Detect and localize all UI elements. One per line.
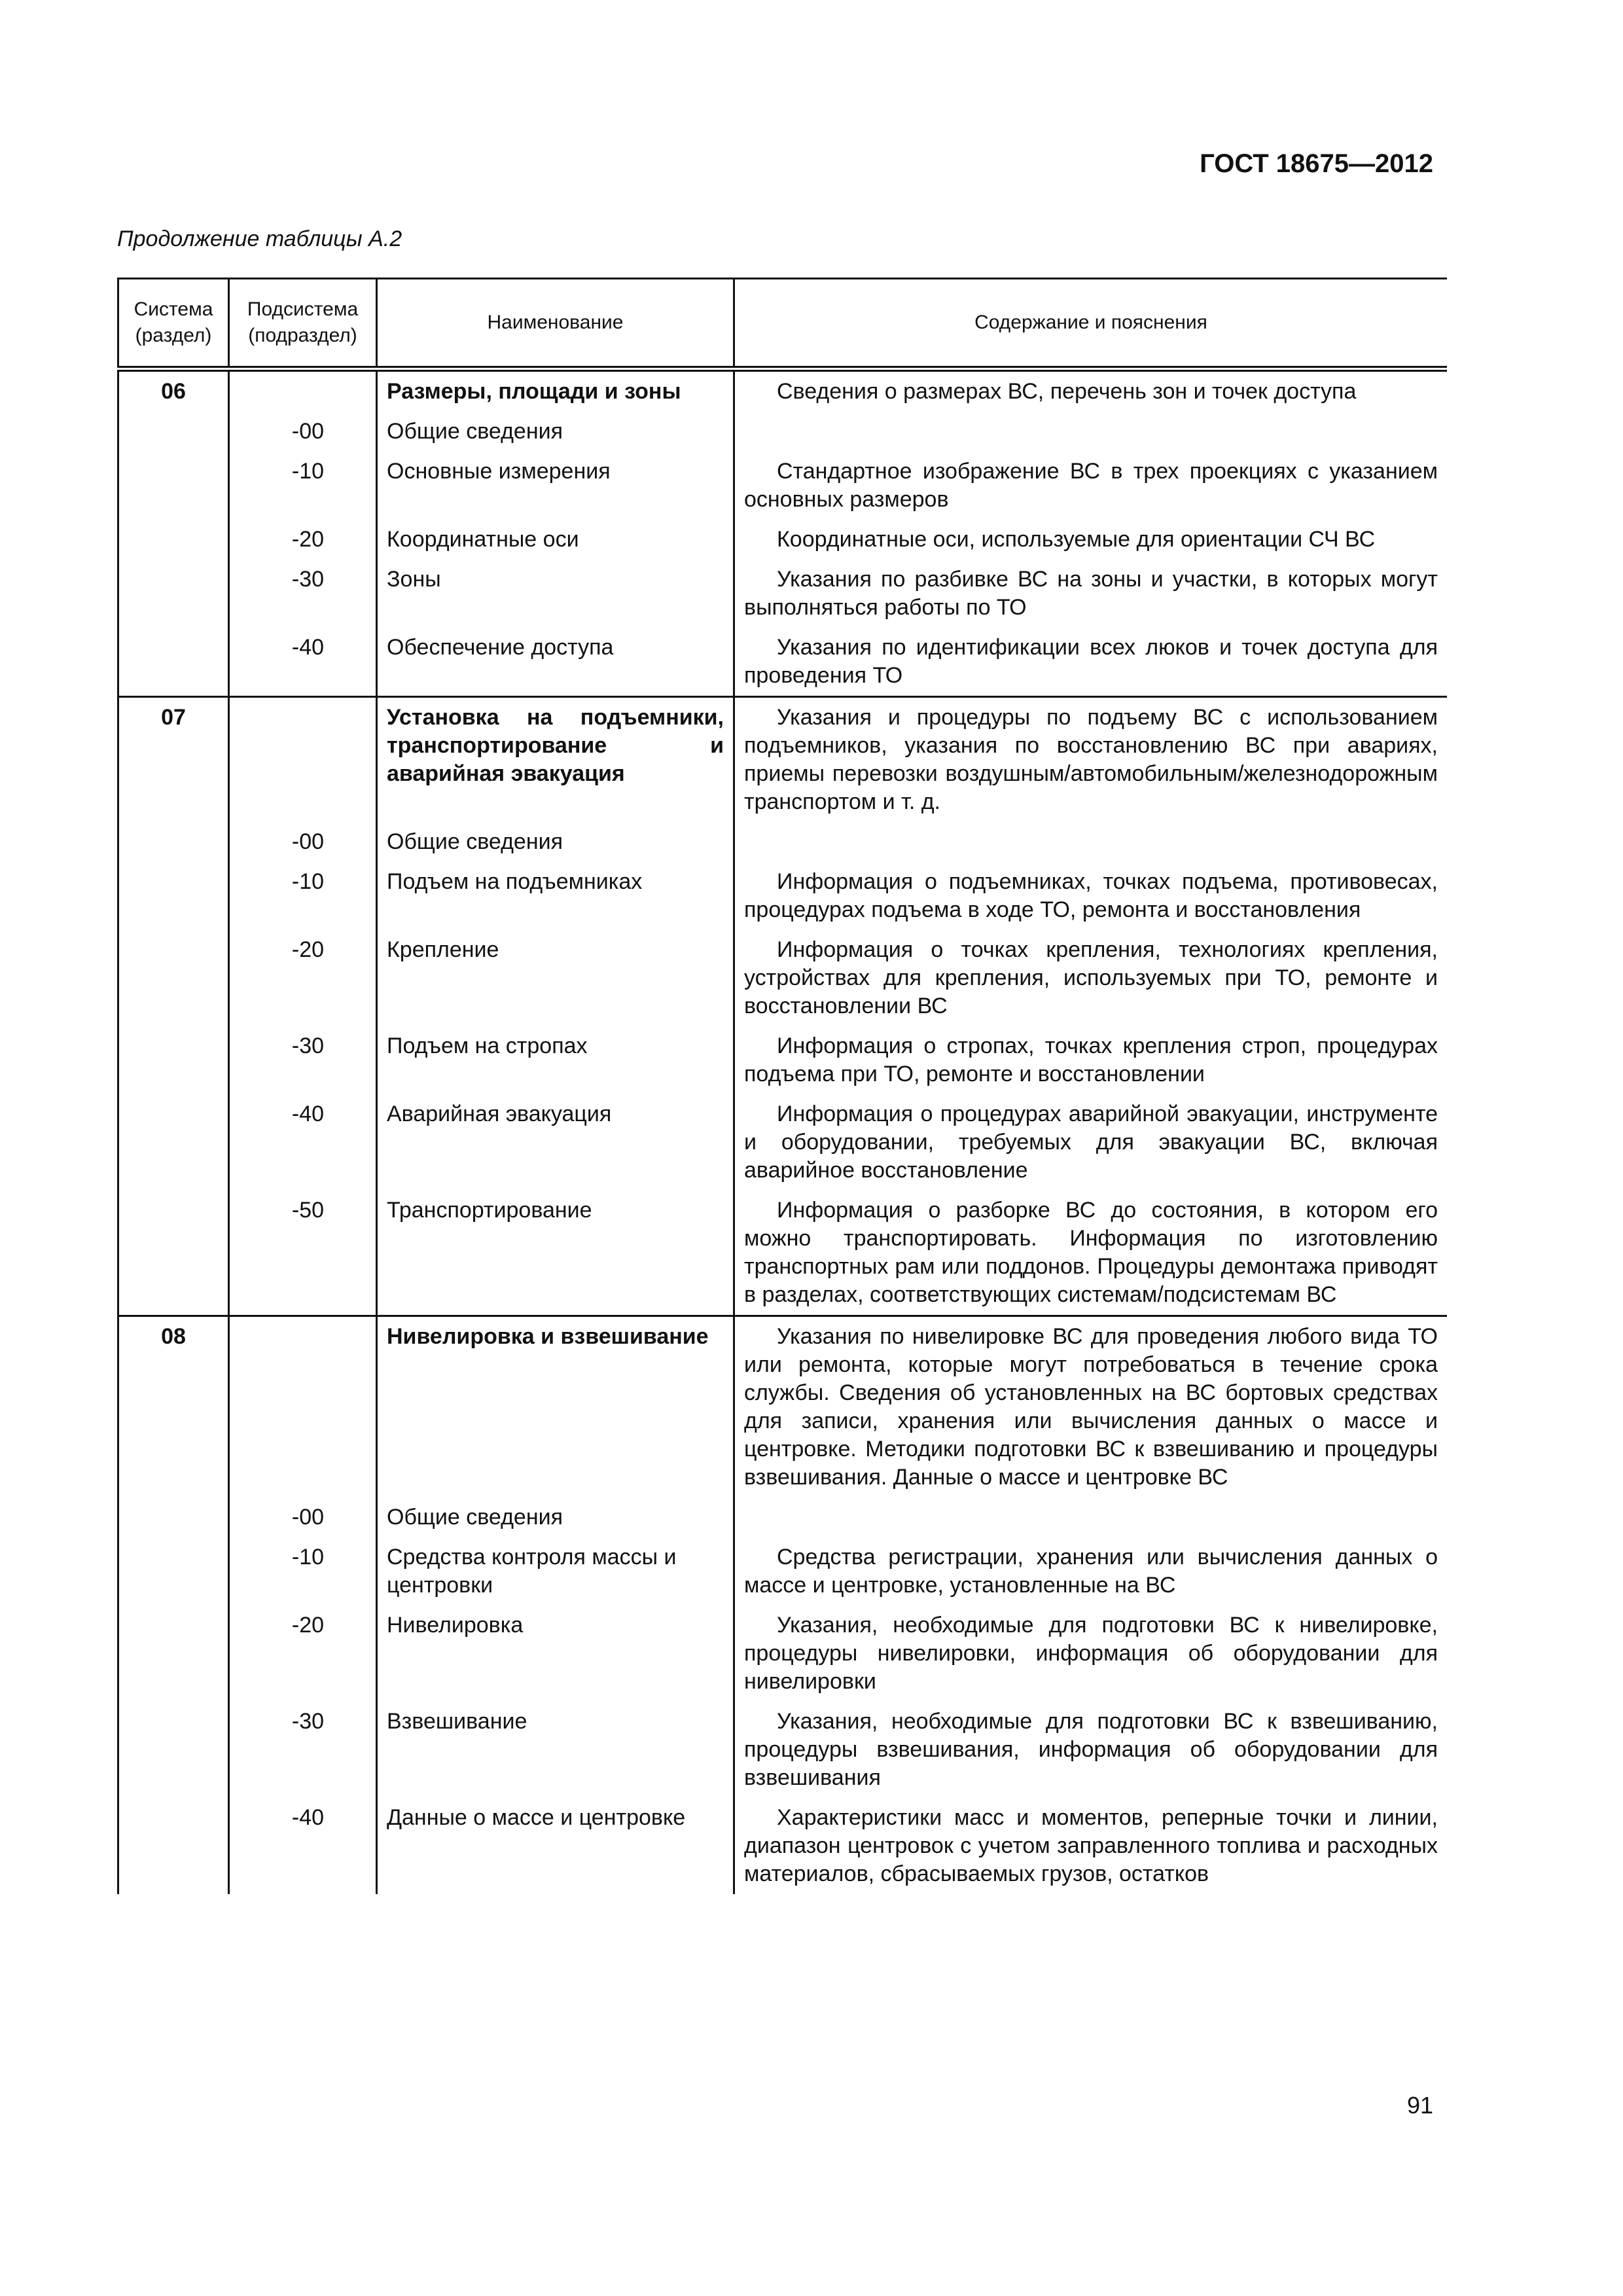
description-cell: Указания по идентификации всех люков и точек доступа для проведения ТО <box>734 628 1448 697</box>
table-row <box>118 369 1448 412</box>
name-cell: Обеспечение доступа <box>377 628 734 697</box>
name-cell: Крепление <box>377 930 734 1026</box>
name-cell: Подъем на стропах <box>377 1026 734 1094</box>
description-cell: Информация о точках крепления, технологиях крепления, устройствах для крепления, используемых при ТО, ремонте и восстановлении ВС <box>734 930 1448 1026</box>
description-cell: Характеристики масс и моментов, реперные точки и линии, диапазон центровок с учетом заправленного топлива и расходных материалов, сбрасываемых грузов, остатков <box>734 1798 1448 1894</box>
system-code-cell <box>118 520 229 560</box>
table-container <box>117 278 1447 2079</box>
table-row <box>118 862 1448 930</box>
system-code-cell: 06 <box>118 369 229 412</box>
table-row <box>118 1191 1448 1316</box>
system-code-cell: 07 <box>118 697 229 823</box>
subsystem-code-cell: -40 <box>229 1798 377 1894</box>
system-code-cell <box>118 930 229 1026</box>
header-subsystem: Подсистема (подраздел) <box>229 279 377 369</box>
subsystem-code-cell: -10 <box>229 862 377 930</box>
name-cell: Зоны <box>377 560 734 628</box>
name-cell: Координатные оси <box>377 520 734 560</box>
table-row <box>118 697 1448 823</box>
description-cell: Указания по разбивке ВС на зоны и участки, в которых могут выполняться работы по ТО <box>734 560 1448 628</box>
classification-table <box>117 278 1447 1894</box>
subsystem-code-cell: -30 <box>229 1026 377 1094</box>
table-row <box>118 1094 1448 1191</box>
description-cell: Сведения о размерах ВС, перечень зон и точек доступа <box>734 369 1448 412</box>
subsystem-code-cell: -30 <box>229 1702 377 1798</box>
name-cell: Размеры, площади и зоны <box>377 369 734 412</box>
subsystem-code-cell: -20 <box>229 1605 377 1702</box>
name-cell: Основные измерения <box>377 452 734 520</box>
name-cell: Средства контроля массы и центровки <box>377 1537 734 1605</box>
name-cell: Данные о массе и центровке <box>377 1798 734 1894</box>
table-row <box>118 1798 1448 1894</box>
system-code-cell <box>118 1798 229 1894</box>
name-cell: Аварийная эвакуация <box>377 1094 734 1191</box>
subsystem-code-cell: -00 <box>229 1498 377 1537</box>
subsystem-code-cell <box>229 369 377 412</box>
name-cell: Общие сведения <box>377 822 734 862</box>
description-cell: Координатные оси, используемые для ориентации СЧ ВС <box>734 520 1448 560</box>
subsystem-code-cell: -00 <box>229 412 377 452</box>
description-cell <box>734 822 1448 862</box>
name-cell: Общие сведения <box>377 1498 734 1537</box>
description-cell: Информация о процедурах аварийной эвакуации, инструменте и оборудовании, требуемых для эвакуации ВС, включая аварийное восстановление <box>734 1094 1448 1191</box>
name-cell: Нивелировка и взвешивание <box>377 1316 734 1498</box>
system-code-cell <box>118 1094 229 1191</box>
table-row <box>118 1605 1448 1702</box>
table-row <box>118 560 1448 628</box>
name-cell: Общие сведения <box>377 412 734 452</box>
system-code-cell: 08 <box>118 1316 229 1498</box>
header-name: Наименование <box>377 279 734 369</box>
subsystem-code-cell: -20 <box>229 520 377 560</box>
subsystem-code-cell: -20 <box>229 930 377 1026</box>
table-row <box>118 1026 1448 1094</box>
name-cell: Транспортирование <box>377 1191 734 1316</box>
subsystem-code-cell: -30 <box>229 560 377 628</box>
system-code-cell <box>118 862 229 930</box>
name-cell: Подъем на подъемниках <box>377 862 734 930</box>
table-body <box>118 369 1448 1895</box>
system-code-cell <box>118 560 229 628</box>
description-cell: Указания и процедуры по подъему ВС с использованием подъемников, указания по восстановлению ВС при авариях, приемы перевозки воздушным/автомобильным/железнодорожным транспортом и т. д. <box>734 697 1448 823</box>
description-cell: Информация о подъемниках, точках подъема, противовесах, процедурах подъема в ходе ТО, ремонта и восстановления <box>734 862 1448 930</box>
header-description: Содержание и пояснения <box>734 279 1448 369</box>
system-code-cell <box>118 1702 229 1798</box>
system-code-cell <box>118 452 229 520</box>
system-code-cell <box>118 1026 229 1094</box>
system-code-cell <box>118 628 229 697</box>
subsystem-code-cell: -40 <box>229 628 377 697</box>
name-cell: Взвешивание <box>377 1702 734 1798</box>
system-code-cell <box>118 822 229 862</box>
subsystem-code-cell: -10 <box>229 452 377 520</box>
subsystem-code-cell <box>229 1316 377 1498</box>
table-row <box>118 520 1448 560</box>
table-row <box>118 452 1448 520</box>
description-cell: Информация о разборке ВС до состояния, в котором его можно транспортировать. Информация по изготовлению транспортных рам или поддонов. Процедуры демонтажа приводят в разделах, соответствующих системам/подсистемам ВС <box>734 1191 1448 1316</box>
system-code-cell <box>118 1191 229 1316</box>
name-cell: Нивелировка <box>377 1605 734 1702</box>
table-row <box>118 822 1448 862</box>
description-cell: Указания по нивелировке ВС для проведения любого вида ТО или ремонта, которые могут потребоваться в течение срока службы. Сведения об установленных на ВС бортовых средствах для записи, хранения или вычисления данных о массе и центровке. Методики подготовки ВС к взвешиванию и процедуры взвешивания. Данные о массе и центровке ВС <box>734 1316 1448 1498</box>
table-header-row <box>118 279 1448 369</box>
subsystem-code-cell: -10 <box>229 1537 377 1605</box>
page-number: 91 <box>1406 2092 1433 2119</box>
description-cell <box>734 1498 1448 1537</box>
description-cell: Информация о стропах, точках крепления строп, процедурах подъема при ТО, ремонте и восстановлении <box>734 1026 1448 1094</box>
description-cell: Средства регистрации, хранения или вычисления данных о массе и центровке, установленные на ВС <box>734 1537 1448 1605</box>
table-row <box>118 1537 1448 1605</box>
table-row <box>118 1498 1448 1537</box>
system-code-cell <box>118 412 229 452</box>
description-cell <box>734 412 1448 452</box>
subsystem-code-cell: -50 <box>229 1191 377 1316</box>
table-caption: Продолжение таблицы А.2 <box>117 226 402 251</box>
subsystem-code-cell: -00 <box>229 822 377 862</box>
subsystem-code-cell <box>229 697 377 823</box>
subsystem-code-cell: -40 <box>229 1094 377 1191</box>
header-system: Система (раздел) <box>118 279 229 369</box>
system-code-cell <box>118 1605 229 1702</box>
table-row <box>118 1316 1448 1498</box>
system-code-cell <box>118 1498 229 1537</box>
table-row <box>118 628 1448 697</box>
table-row <box>118 930 1448 1026</box>
table-row <box>118 1702 1448 1798</box>
table-row <box>118 412 1448 452</box>
description-cell: Указания, необходимые для подготовки ВС к взвешиванию, процедуры взвешивания, информация об оборудовании для взвешивания <box>734 1702 1448 1798</box>
description-cell: Указания, необходимые для подготовки ВС к нивелировке, процедуры нивелировки, информация об оборудовании для нивелировки <box>734 1605 1448 1702</box>
system-code-cell <box>118 1537 229 1605</box>
name-cell: Установка на подъемники, транспортирование и аварийная эвакуация <box>377 697 734 823</box>
description-cell: Стандартное изображение ВС в трех проекциях с указанием основных размеров <box>734 452 1448 520</box>
document-code: ГОСТ 18675—2012 <box>1200 149 1433 178</box>
